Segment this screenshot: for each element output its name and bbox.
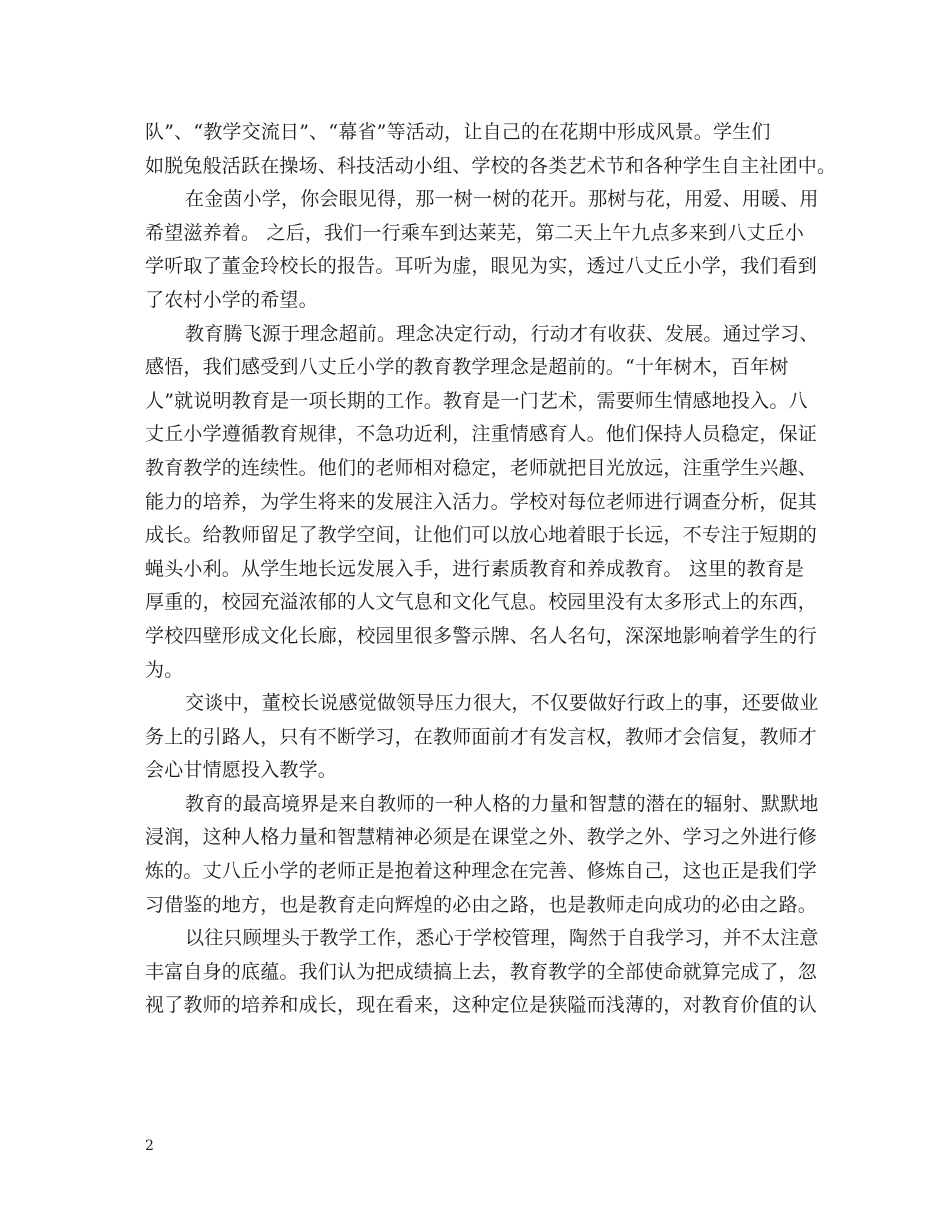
text-line: 学听取了董金玲校长的报告。耳听为虚，眼见为实，透过八丈丘小学，我们看到 <box>145 255 818 278</box>
text-line: 队”、“教学交流日”、“幕省”等活动，让自己的在花期中形成风景。学生们 <box>145 121 771 143</box>
text-line: 炼的。丈八丘小学的老师正是抱着这种理念在完善、修炼自己，这也正是我们学 <box>145 860 818 883</box>
text-line: 丈丘小学遵循教育规律，不急功近利，注重情感育人。他们保持人员稳定，保证 <box>145 423 818 446</box>
text-line: 习借鉴的地方，也是教育走向辉煌的必由之路，也是教师走向成功的必由之路。 <box>145 893 818 916</box>
paragraph-first-line: 以往只顾埋头于教学工作，悉心于学校管理，陶然于自我学习，并不太注意 <box>185 927 819 950</box>
paragraph-first-line: 在金茵小学，你会眼见得，那一树一树的花开。那树与花，用爱、用暖、用 <box>185 188 819 211</box>
text-line: 为。 <box>145 658 184 681</box>
text-line: 丰富自身的底蕴。我们认为把成绩搞上去，教育教学的全部使命就算完成了，忽 <box>145 960 818 983</box>
paragraph-first-line: 教育腾飞源于理念超前。理念决定行动，行动才有收获、发展。通过学习、 <box>185 322 819 345</box>
document-body <box>145 116 837 1023</box>
text-line: 如脱兔般活跃在操场、科技活动小组、学校的各类艺术节和各种学生自主社团中。 <box>145 154 837 177</box>
paragraph-first-line: 交谈中，董校长说感觉做领导压力很大，不仅要做好行政上的事，还要做业 <box>185 692 819 715</box>
text-line: 感悟，我们感受到八丈丘小学的教育教学理念是超前的。“十年树木，百年树 <box>145 356 789 379</box>
text-line: 教育教学的连续性。他们的老师相对稳定，老师就把目光放远，注重学生兴趣、 <box>145 456 818 479</box>
text-line: 视了教师的培养和成长，现在看来，这种定位是狭隘而浅薄的，对教育价值的认 <box>145 994 818 1017</box>
paragraph-first-line: 教育的最高境界是来自教师的一种人格的力量和智慧的潜在的辐射、默默地 <box>185 792 819 815</box>
text-line: 蝇头小利。从学生地长远发展入手，进行素质教育和养成教育。 这里的教育是 <box>145 557 805 580</box>
text-line: 希望滋养着。 之后，我们一行乘车到达莱芜，第二天上午九点多来到八丈丘小 <box>145 221 805 244</box>
text-line: 能力的培养，为学生将来的发展注入活力。学校对每位老师进行调查分析，促其 <box>145 490 818 513</box>
text-line: 浸润，这种人格力量和智慧精神必须是在课堂之外、教学之外、学习之外进行修 <box>145 826 818 849</box>
page-number: 2 <box>145 1138 154 1154</box>
text-line: 成长。给教师留足了教学空间，让他们可以放心地着眼于长远，不专注于短期的 <box>145 524 818 547</box>
text-line: 人”就说明教育是一项长期的工作。教育是一门艺术，需要师生情感地投入。八 <box>145 389 808 412</box>
text-line: 学校四壁形成文化长廊，校园里很多警示牌、名人名句，深深地影响着学生的行 <box>145 624 818 647</box>
text-line: 会心甘情愿投入教学。 <box>145 759 338 782</box>
text-line: 务上的引路人，只有不断学习，在教师面前才有发言权，教师才会信复，教师才 <box>145 725 818 748</box>
text-line: 了农村小学的希望。 <box>145 288 318 311</box>
text-line: 厚重的，校园充溢浓郁的人文气息和文化气息。校园里没有太多形式上的东西， <box>145 591 818 614</box>
